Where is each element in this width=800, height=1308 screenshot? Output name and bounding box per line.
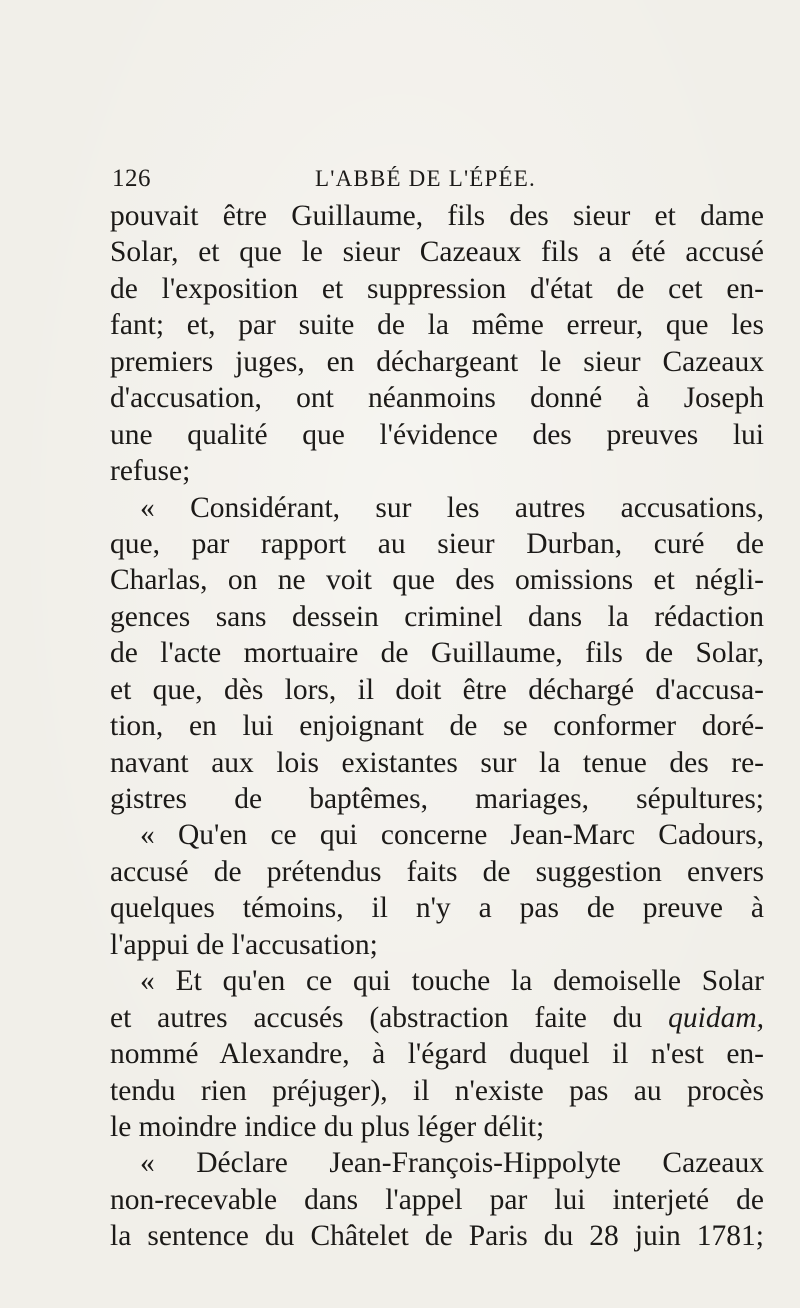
text-line: fant; et, par suite de la même erreur, que les	[110, 309, 764, 342]
text-line: refuse;	[110, 455, 191, 488]
text-line: nommé Alexandre, à l'égard duquel il n'est en-	[110, 1038, 764, 1071]
page-header	[112, 164, 752, 194]
text-line: que, par rapport au sieur Durban, curé de	[110, 527, 764, 560]
text-line: gistres de baptêmes, mariages, sépultures;	[110, 783, 764, 815]
text-line: quelques témoins, il n'y a pas de preuve à	[110, 892, 764, 925]
text-line: Solar, et que le sieur Cazeaux fils a été accusé	[110, 236, 764, 269]
body-text	[110, 198, 764, 1255]
italic-word: quidam,	[668, 1001, 764, 1034]
text-line: « Et qu'en ce qui touche la demoiselle Solar	[140, 965, 764, 998]
text-line	[110, 1000, 764, 1036]
text-line: Charlas, on ne voit que des omissions et négli-	[110, 564, 764, 597]
text-line: le moindre indice du plus léger délit;	[110, 1110, 545, 1143]
text-line: une qualité que l'évidence des preuves lui	[110, 418, 764, 451]
text-line: la sentence du Châtelet de Paris du 28 juin 1781;	[110, 1220, 764, 1253]
text-line: et que, dès lors, il doit être déchargé d'accusa-	[110, 673, 764, 706]
text-line: navant aux lois existantes sur la tenue des re-	[110, 746, 764, 779]
text-line: de l'acte mortuaire de Guillaume, fils de Solar,	[110, 637, 764, 670]
text-line: « Déclare Jean-François-Hippolyte Cazeaux	[140, 1147, 764, 1180]
text-line: pouvait être Guillaume, fils des sieur et dame	[110, 200, 764, 232]
text-line: tion, en lui enjoignant de se conformer doré-	[110, 710, 764, 743]
text-line: l'appui de l'accusation;	[110, 928, 378, 961]
text-line: de l'exposition et suppression d'état de cet en-	[110, 272, 764, 305]
page-number: 126	[112, 165, 151, 192]
text-line: « Considérant, sur les autres accusations,	[140, 491, 764, 524]
text-line: gences sans dessein criminel dans la rédaction	[110, 600, 764, 633]
text-line: premiers juges, en déchargeant le sieur Cazeaux	[110, 345, 764, 378]
text-line: non-recevable dans l'appel par lui interjeté de	[110, 1183, 764, 1216]
text-span: et autres accusés (abstraction faite du	[110, 1001, 643, 1034]
text-line: d'accusation, ont néanmoins donné à Joseph	[110, 382, 764, 415]
text-line: « Qu'en ce qui concerne Jean-Marc Cadours,	[140, 819, 764, 852]
text-line: accusé de prétendus faits de suggestion envers	[110, 855, 764, 888]
text-line: tendu rien préjuger), il n'existe pas au procès	[110, 1074, 764, 1107]
running-title: L'ABBÉ DE L'ÉPÉE.	[315, 166, 536, 191]
